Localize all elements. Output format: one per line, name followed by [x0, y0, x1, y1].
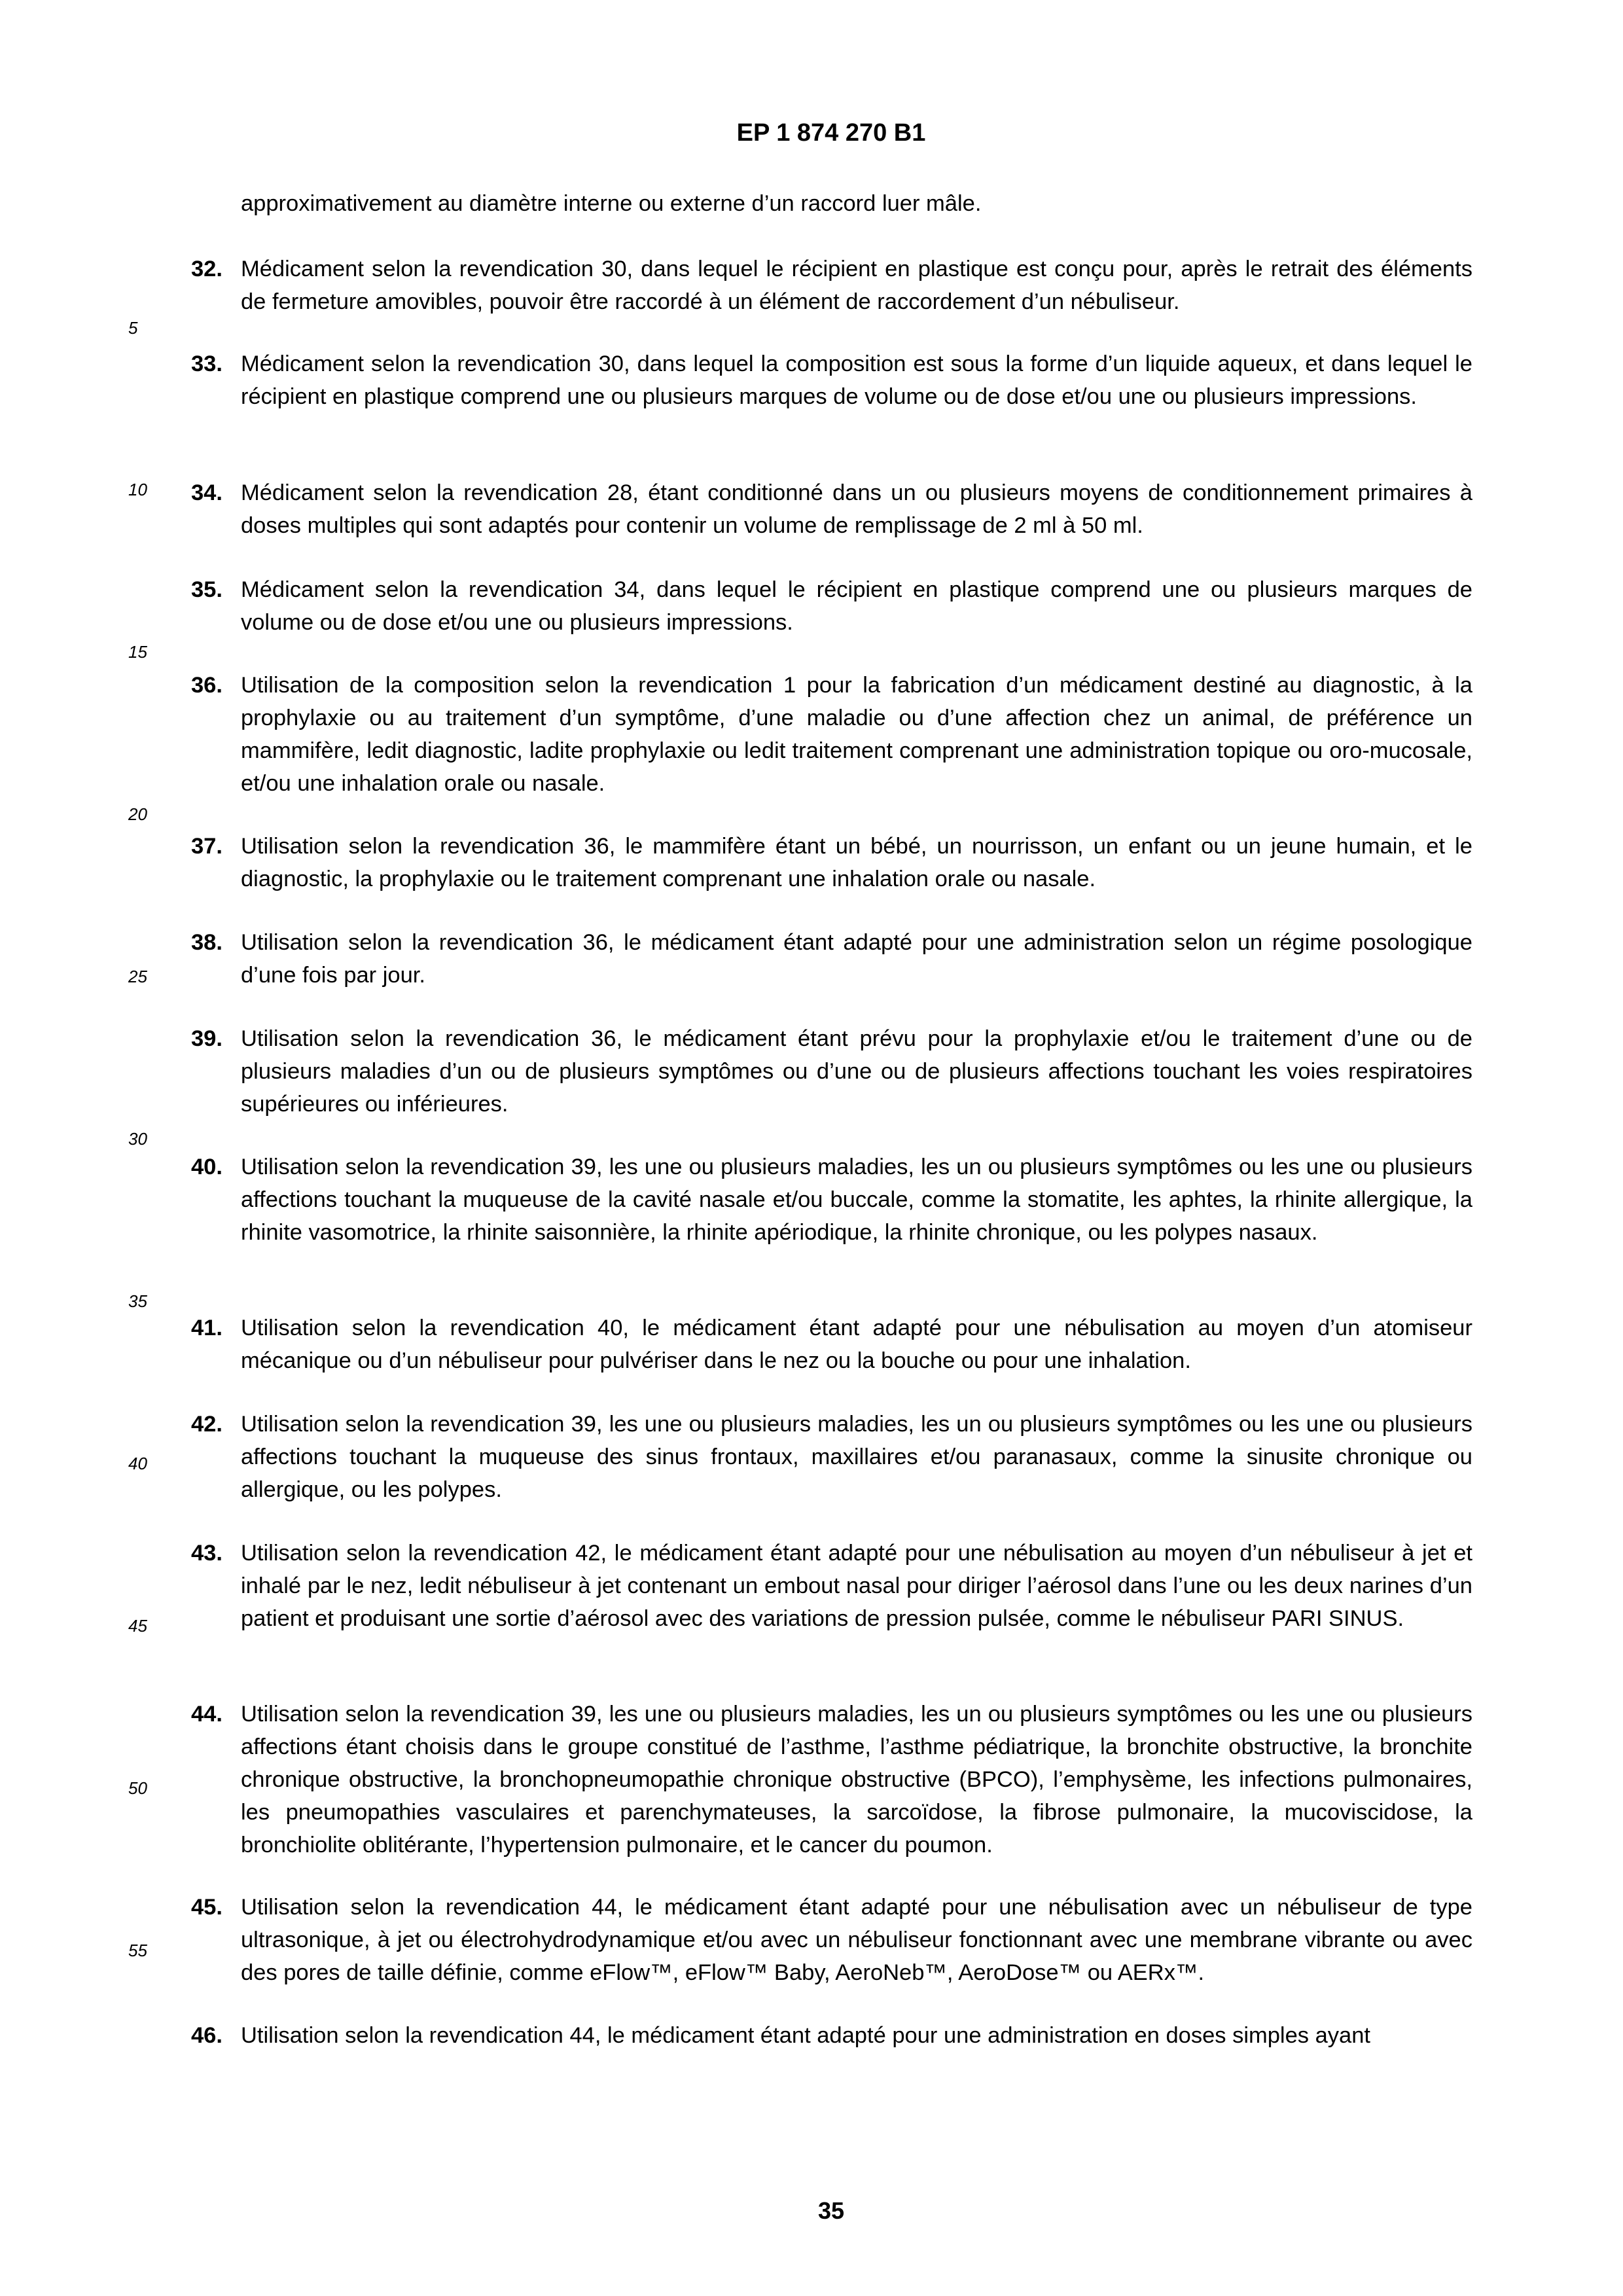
line-number-50: 50 — [128, 1778, 147, 1798]
line-number-5: 5 — [128, 318, 138, 338]
claim-text: Utilisation selon la revendication 36, le médicament étant prévu pour la prophylaxie et/ou le traitement d’une ou de plusieurs maladies d’un ou de plusieurs symptômes ou d’une ou de plusieurs affections touchant les voies respiratoires supérieures ou inférieures. — [241, 1026, 1472, 1117]
claim-number: 32. — [191, 257, 223, 281]
claim-text: Médicament selon la revendication 30, dans lequel la composition est sous la forme d’un liquide aqueux, et dans lequel le récipient en plastique comprend une ou plusieurs marques de volume ou de dose et/ou une ou plusieurs impressions. — [241, 351, 1472, 409]
claim-number: 44. — [191, 1702, 223, 1727]
claim-46 — [191, 2019, 1472, 2052]
line-number-55: 55 — [128, 1941, 147, 1960]
line-number-45: 45 — [128, 1616, 147, 1636]
claim-text: Utilisation selon la revendication 36, le médicament étant adapté pour une administration selon un régime posologique d’une fois par jour. — [241, 930, 1472, 988]
claim-39 — [191, 1022, 1472, 1121]
claim-number: 38. — [191, 930, 223, 955]
claim-33 — [191, 348, 1472, 413]
line-number-40: 40 — [128, 1454, 147, 1473]
claim-text: Utilisation selon la revendication 44, le médicament étant adapté pour une nébulisation avec un nébuliseur de type ultrasonique, à jet ou électrohydrodynamique et/ou avec un nébuliseur fonctionnant avec une membrane vibrante ou avec des pores de taille définie, comme eFlow™, eFlow™ Baby, AeroNeb™, AeroDose™ ou AERx™. — [241, 1895, 1472, 1985]
claim-32 — [191, 253, 1472, 318]
claim-number: 42. — [191, 1412, 223, 1437]
claim-number: 43. — [191, 1541, 223, 1566]
claim-38 — [191, 926, 1472, 992]
claim-text: Utilisation selon la revendication 39, les une ou plusieurs maladies, les un ou plusieurs symptômes ou les une ou plusieurs affections étant choisis dans le groupe constitué de l’asthme, l’asthme pédiatrique, la bronchite obstructive, la bronchite chronique obstructive, la bronchopneumopathie chronique obstructive (BPCO), l’emphysème, les infections pulmonaires, les pneumopathies vasculaires et parenchymateuses, la sarcoïdose, la fibrose pulmonaire, la mucoviscidose, la bronchiolite oblitérante, l’hypertension pulmonaire, et le cancer du poumon. — [241, 1702, 1472, 1857]
claim-42 — [191, 1408, 1472, 1506]
page-number: 35 — [817, 2197, 845, 2224]
claim-text: Utilisation selon la revendication 36, le mammifère étant un bébé, un nourrisson, un enfant ou un jeune humain, et le diagnostic, la prophylaxie ou le traitement comprenant une inhalation orale ou nasale. — [241, 834, 1472, 891]
claim-number: 40. — [191, 1155, 223, 1179]
claim-number: 39. — [191, 1026, 223, 1051]
claim-text: Utilisation selon la revendication 40, le médicament étant adapté pour une nébulisation au moyen d’un atomiseur mécanique ou d’un nébuliseur pour pulvériser dans le nez ou la bouche ou pour une inhalation. — [241, 1316, 1472, 1373]
claim-37 — [191, 830, 1472, 895]
claim-number: 37. — [191, 834, 223, 859]
claim-number: 35. — [191, 577, 223, 602]
claim-44 — [191, 1698, 1472, 1861]
claim-number: 41. — [191, 1316, 223, 1340]
claim-number: 45. — [191, 1895, 223, 1920]
claim-41 — [191, 1312, 1472, 1377]
claim-text: Médicament selon la revendication 30, dans lequel le récipient en plastique est conçu pour, après le retrait des éléments de fermeture amovibles, pouvoir être raccordé à un élément de raccordement d’un nébuliseur. — [241, 257, 1472, 314]
line-number-30: 30 — [128, 1129, 147, 1149]
intro-paragraph: approximativement au diamètre interne ou externe d’un raccord luer mâle. — [241, 191, 982, 216]
claim-text: Utilisation selon la revendication 39, les une ou plusieurs maladies, les un ou plusieurs symptômes ou les une ou plusieurs affections touchant la muqueuse des sinus frontaux, maxillaires et/ou paranasaux, comme la sinusite chronique ou allergique, ou les polypes. — [241, 1412, 1472, 1502]
claim-36 — [191, 669, 1472, 800]
claim-text: Utilisation de la composition selon la revendication 1 pour la fabrication d’un médicament destiné au diagnostic, à la prophylaxie ou au traitement d’un symptôme, d’une maladie ou d’une affection chez un animal, de préférence un mammifère, ledit diagnostic, ladite prophylaxie ou ledit traitement comprenant une administration topique ou oro-mucosale, et/ou une inhalation orale ou nasale. — [241, 673, 1472, 796]
claim-number: 34. — [191, 480, 223, 505]
line-number-20: 20 — [128, 804, 147, 824]
document-header: EP 1 874 270 B1 — [736, 119, 926, 147]
line-number-35: 35 — [128, 1291, 147, 1311]
line-number-25: 25 — [128, 967, 147, 986]
claim-40 — [191, 1151, 1472, 1249]
claim-text: Utilisation selon la revendication 42, le médicament étant adapté pour une nébulisation au moyen d’un nébuliseur à jet et inhalé par le nez, ledit nébuliseur à jet contenant un embout nasal pour diriger l’aérosol dans l’une ou les deux narines d’un patient et produisant une sortie d’aérosol avec des variations de pression pulsée, comme le nébuliseur PARI SINUS. — [241, 1541, 1472, 1631]
claim-number: 46. — [191, 2023, 223, 2048]
claim-text: Utilisation selon la revendication 39, les une ou plusieurs maladies, les un ou plusieurs symptômes ou les une ou plusieurs affections touchant la muqueuse de la cavité nasale et/ou buccale, comme la stomatite, les aphtes, la rhinite allergique, la rhinite vasomotrice, la rhinite saisonnière, la rhinite apériodique, la rhinite chronique, ou les polypes nasaux. — [241, 1155, 1472, 1245]
line-number-15: 15 — [128, 642, 147, 662]
claim-35 — [191, 573, 1472, 639]
claim-text: Médicament selon la revendication 28, étant conditionné dans un ou plusieurs moyens de conditionnement primaires à doses multiples qui sont adaptés pour contenir un volume de remplissage de 2 ml à 50 ml. — [241, 480, 1472, 538]
claim-43 — [191, 1537, 1472, 1635]
claim-number: 36. — [191, 673, 223, 698]
claim-text: Utilisation selon la revendication 44, le médicament étant adapté pour une administration en doses simples ayant — [241, 2023, 1371, 2048]
claim-45 — [191, 1891, 1472, 1989]
claim-34 — [191, 476, 1472, 542]
line-number-10: 10 — [128, 480, 147, 499]
claim-text: Médicament selon la revendication 34, dans lequel le récipient en plastique comprend une ou plusieurs marques de volume ou de dose et/ou une ou plusieurs impressions. — [241, 577, 1472, 635]
claim-number: 33. — [191, 351, 223, 376]
